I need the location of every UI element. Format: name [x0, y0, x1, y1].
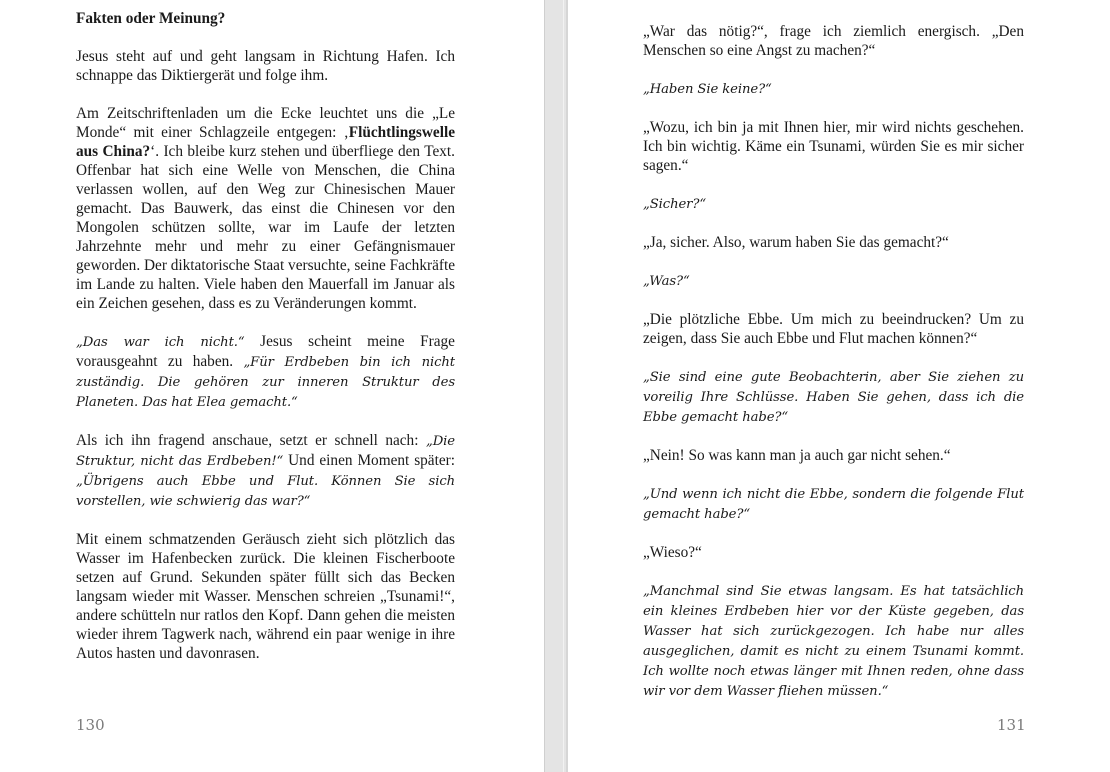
paragraph — [76, 104, 455, 313]
right-page-text — [643, 22, 1024, 720]
paragraph — [643, 581, 1024, 701]
paragraph — [643, 446, 1024, 465]
body-text: Als ich ihn fragend anschaue, setzt er schnell nach: — [76, 432, 426, 449]
left-page-text — [76, 9, 455, 682]
paragraph — [643, 22, 1024, 60]
dialogue-text: „Das war ich nicht.“ — [76, 335, 245, 350]
body-text: „Ja, sicher. Also, warum haben Sie das gemacht?“ — [643, 234, 949, 251]
page-number-left: 130 — [76, 716, 105, 734]
body-text: Jesus scheint meine Frage vorausgeahnt zu haben. — [76, 333, 455, 370]
right-page-paragraphs — [643, 22, 1024, 701]
dialogue-text: „Die Struktur, nicht das Erdbeben!“ — [76, 434, 455, 469]
paragraph — [643, 233, 1024, 252]
dialogue-text: „Übrigens auch Ebbe und Flut. Können Sie sich vorstellen, wie schwierig das war?“ — [76, 474, 455, 509]
body-text: „Nein! So was kann man ja auch gar nicht sehen.“ — [643, 447, 951, 464]
body-text: „Wozu, ich bin ja mit Ihnen hier, mir wird nichts geschehen. Ich bin wichtig. Käme ein Tsunami, würden Sie es mir sicher sagen.“ — [643, 119, 1024, 174]
body-text: „War das nötig?“, frage ich ziemlich energisch. „Den Menschen so eine Angst zu machen?“ — [643, 23, 1024, 59]
left-page — [0, 0, 544, 772]
dialogue-text: „Haben Sie keine?“ — [643, 82, 772, 97]
paragraph — [76, 47, 455, 85]
body-text: Und einen Moment später: — [283, 452, 455, 469]
headline-text: Flüchtlingswelle aus China? — [76, 124, 455, 160]
dialogue-text: „Was?“ — [643, 274, 690, 289]
paragraph — [643, 543, 1024, 562]
paragraph — [76, 332, 455, 412]
body-text: „Wieso?“ — [643, 544, 702, 561]
body-text: Am Zeitschriftenladen um die Ecke leuchtet uns die „Le Monde“ mit einer Schlagzeile entgegen: ‚ — [76, 105, 455, 141]
dialogue-text: „Sicher?“ — [643, 197, 706, 212]
paragraph — [643, 271, 1024, 291]
paragraph — [643, 79, 1024, 99]
dialogue-text: „Sie sind eine gute Beobachterin, aber Sie ziehen zu voreilig Ihre Schlüsse. Haben Sie gehen, dass ich die Ebbe gemacht habe?“ — [643, 370, 1024, 425]
dialogue-text: „Für Erdbeben bin ich nicht zuständig. Die gehören zur inneren Struktur des Planeten. Das hat Elea gemacht.“ — [76, 355, 455, 410]
paragraph — [643, 194, 1024, 214]
body-text: Mit einem schmatzenden Geräusch zieht sich plötzlich das Wasser im Hafenbecken zurück. Die kleinen Fischerboote setzen auf Grund. Sekunden später füllt sich das Becken langsam wieder mit Wasser. Menschen schreien „Tsunami!“, andere schütteln nur ratlos den Kopf. Dann gehen die meisten wieder ihrem Tagwerk nach, während ein paar wenige in ihre Autos hasten und davonrasen. — [76, 531, 455, 662]
page-number-right: 131 — [997, 716, 1026, 734]
paragraph — [643, 310, 1024, 348]
paragraph — [643, 118, 1024, 175]
body-text: Jesus steht auf und geht langsam in Richtung Hafen. Ich schnappe das Diktiergerät und folge ihm. — [76, 48, 455, 84]
page-gutter — [544, 0, 568, 772]
paragraph — [643, 484, 1024, 524]
chapter-title: Fakten oder Meinung? — [76, 10, 226, 27]
body-text: „Die plötzliche Ebbe. Um mich zu beeindrucken? Um zu zeigen, dass Sie auch Ebbe und Flut machen können?“ — [643, 311, 1024, 347]
body-text: ‘. Ich bleibe kurz stehen und überfliege den Text. Offenbar hat sich eine Welle von Menschen, die China verlassen wollen, auf den Weg zur Chinesischen Mauer gemacht. Das Bauwerk, das einst die Chinesen vor den Mongolen schützen sollte, war im Laufe der letzten Jahrzehnte mehr und mehr zu einer Gefängnismauer geworden. Der diktatorische Staat versuchte, seine Fachkräfte im Lande zu halten. Viele haben den Mauerfall im Januar als ein Zeichen gesehen, dass es zu Veränderungen kommt. — [76, 143, 455, 312]
paragraph — [76, 530, 455, 663]
left-page-paragraphs — [76, 47, 455, 663]
paragraph — [643, 367, 1024, 427]
paragraph — [76, 431, 455, 511]
right-page — [568, 0, 1110, 772]
dialogue-text: „Und wenn ich nicht die Ebbe, sondern die folgende Flut gemacht habe?“ — [643, 487, 1024, 522]
dialogue-text: „Manchmal sind Sie etwas langsam. Es hat tatsächlich ein kleines Erdbeben hier vor der Küste gegeben, das Wasser hat sich zurückgezogen. Ich habe nur alles ausgeglichen, damit es nicht zu einem Tsunami kommt. Ich wollte noch etwas länger mit Ihnen reden, ohne dass wir vor dem Wasser fliehen müssen.“ — [643, 584, 1024, 699]
